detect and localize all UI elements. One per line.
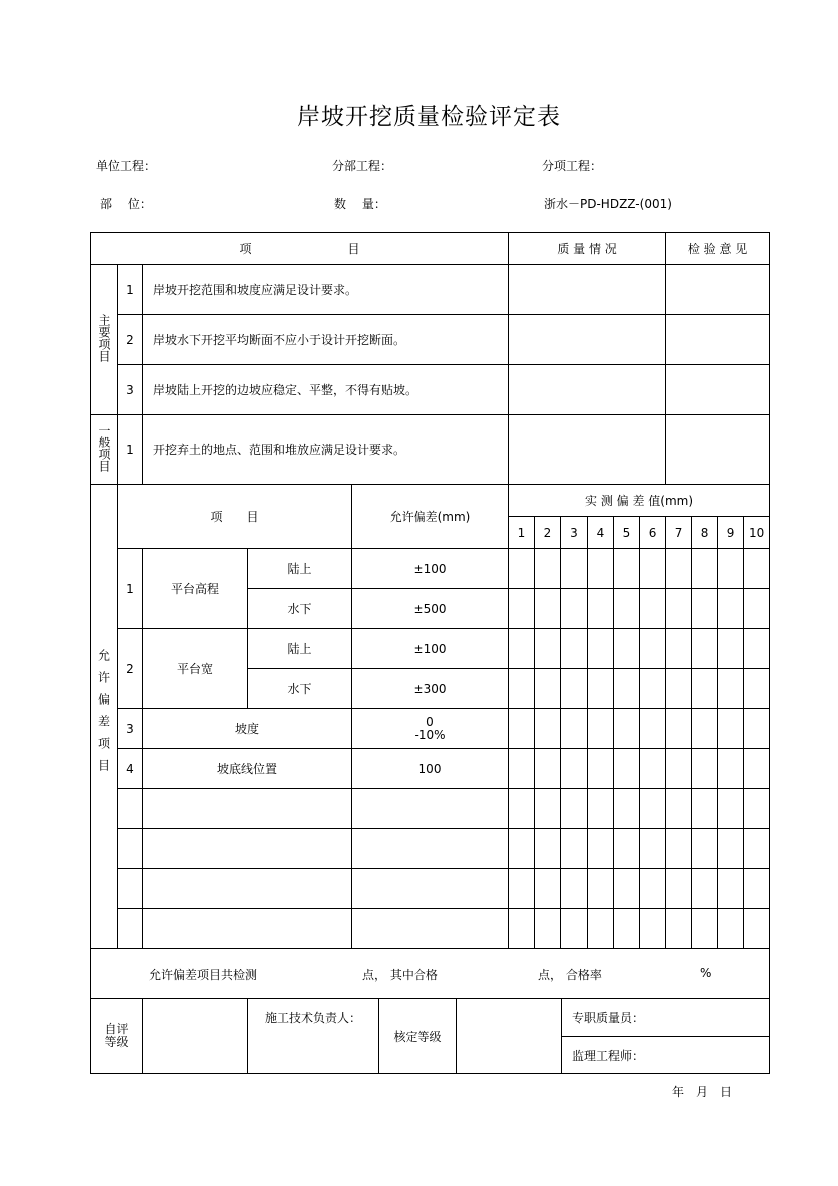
tolerance-value: ±300 [352,669,509,709]
tol-item-name: 平台宽 [143,629,248,709]
summary-row [91,949,770,999]
measure-col-header: 10 [744,517,770,549]
measured-value-cell[interactable] [640,829,666,869]
opinion-cell[interactable] [666,265,770,315]
measured-value-cell[interactable] [640,749,666,789]
summary-text: % [700,966,712,980]
rating-cell[interactable] [457,999,562,1074]
measured-value-cell[interactable] [640,629,666,669]
measured-value-cell[interactable] [535,629,561,669]
row-no: 4 [118,749,143,789]
opinion-cell[interactable] [666,415,770,485]
measured-value-cell[interactable] [744,829,770,869]
summary-text: 点， 合格率 [538,968,602,982]
measured-value-cell[interactable] [535,869,561,909]
general-item-text: 开挖弃土的地点、范围和堆放应满足设计要求。 [143,415,509,485]
measure-col-header: 2 [535,517,561,549]
tolerance-value[interactable] [352,829,509,869]
measured-value-cell[interactable] [535,709,561,749]
rating-label: 核定等级 [379,999,457,1074]
measured-value-cell[interactable] [588,549,614,589]
measured-value-cell[interactable] [692,909,718,949]
tol-header: 允许偏差(mm) [352,485,509,549]
measured-value-cell[interactable] [561,549,588,589]
row-no: 2 [118,315,143,365]
measured-value-cell[interactable] [640,709,666,749]
measured-value-cell[interactable] [666,869,692,909]
tech-lead-label: 施工技术负责人： [248,999,379,1074]
supervisor-label: 监理工程师： [562,1037,770,1074]
header-quality: 质 量 情 况 [509,233,666,265]
row-no: 2 [118,629,143,709]
measured-value-cell[interactable] [718,709,744,749]
measured-value-cell[interactable] [640,669,666,709]
measured-value-cell[interactable] [561,909,588,949]
unit-label: 单位工程： [96,159,157,173]
measured-value-cell[interactable] [509,909,535,949]
measured-value-cell[interactable] [666,749,692,789]
measured-value-cell[interactable] [718,789,744,829]
measured-value-cell[interactable] [561,869,588,909]
row-no: 1 [118,549,143,629]
measured-value-cell[interactable] [640,549,666,589]
measured-value-cell[interactable] [640,589,666,629]
tolerance-value: ±100 [352,549,509,589]
measured-value-cell[interactable] [561,749,588,789]
measured-value-cell[interactable] [718,909,744,949]
form-code: 浙水－PD-HDZZ-(001) [544,197,672,211]
measured-value-cell[interactable] [614,629,640,669]
measured-value-cell[interactable] [640,789,666,829]
measured-value-cell[interactable] [692,869,718,909]
measured-value-cell[interactable] [509,549,535,589]
quality-cell[interactable] [509,265,666,315]
measured-value-cell[interactable] [666,629,692,669]
measured-value-cell[interactable] [692,829,718,869]
quantity-label: 数 量： [334,197,386,211]
tolerance-value: ±500 [352,589,509,629]
main-items-label: 主要项目 [97,314,111,362]
measured-value-cell[interactable] [640,909,666,949]
condition: 水下 [248,669,352,709]
measured-value-cell[interactable] [614,669,640,709]
measured-value-cell[interactable] [718,669,744,709]
opinion-cell[interactable] [666,315,770,365]
inspection-table [90,232,770,949]
measured-value-cell[interactable] [744,669,770,709]
measured-value-cell[interactable] [561,789,588,829]
measured-value-cell[interactable] [744,869,770,909]
measured-value-cell[interactable] [692,549,718,589]
location-label: 部 位： [100,197,152,211]
measure-col-header: 4 [588,517,614,549]
measured-value-cell[interactable] [509,669,535,709]
row-no: 1 [118,265,143,315]
measure-col-header: 3 [561,517,588,549]
measured-value-cell[interactable] [744,789,770,829]
tolerance-value[interactable] [352,869,509,909]
measured-value-cell[interactable] [744,709,770,749]
measure-col-header: 1 [509,517,535,549]
measured-value-cell[interactable] [509,829,535,869]
measured-value-cell[interactable] [509,869,535,909]
tolerance-value [352,709,509,749]
measured-value-cell[interactable] [744,749,770,789]
measured-value-cell[interactable] [666,909,692,949]
subitem-label: 分项工程： [542,159,603,173]
measured-value-cell[interactable] [692,709,718,749]
measured-value-cell[interactable] [614,709,640,749]
quality-cell[interactable] [509,365,666,415]
summary-text: 点， 其中合格 [362,968,438,982]
measured-value-cell[interactable] [535,789,561,829]
qc-label: 专职质量员： [562,999,770,1037]
measured-value-cell[interactable] [509,749,535,789]
measured-value-cell[interactable] [744,549,770,589]
condition: 陆上 [248,629,352,669]
measured-value-cell[interactable] [535,589,561,629]
measured-value-cell[interactable] [692,749,718,789]
quality-cell[interactable] [509,415,666,485]
measured-value-cell[interactable] [535,829,561,869]
measure-col-header: 7 [666,517,692,549]
tolerance-value[interactable] [352,789,509,829]
row-no[interactable] [118,789,143,829]
measured-value-cell[interactable] [535,669,561,709]
measured-value-cell[interactable] [718,749,744,789]
measured-value-cell[interactable] [509,709,535,749]
measure-col-header: 5 [614,517,640,549]
measured-value-cell[interactable] [614,749,640,789]
tol-item-name[interactable] [143,909,352,949]
measured-value-cell[interactable] [561,589,588,629]
measured-value-cell[interactable] [692,669,718,709]
date-label: 年 月 日 [672,1085,733,1099]
measured-value-cell[interactable] [588,669,614,709]
measure-col-header: 9 [718,517,744,549]
page-title: 岸坡开挖质量检验评定表 [297,104,561,130]
measured-value-cell[interactable] [692,589,718,629]
measured-value-cell[interactable] [588,629,614,669]
measured-value-cell[interactable] [692,629,718,669]
measured-value-cell[interactable] [666,669,692,709]
measured-value-cell[interactable] [640,869,666,909]
quality-cell[interactable] [509,315,666,365]
tolerance-value: 100 [352,749,509,789]
measured-value-cell[interactable] [588,829,614,869]
tolerance-value[interactable] [352,909,509,949]
summary-table [90,948,770,1074]
tol-item-name: 坡底线位置 [143,749,352,789]
tol-lower: -10% [414,727,446,742]
measured-value-cell[interactable] [535,909,561,949]
row-no: 3 [118,709,143,749]
opinion-cell[interactable] [666,365,770,415]
tolerance-value: ±100 [352,629,509,669]
measured-value-cell[interactable] [718,589,744,629]
measured-value-cell[interactable] [666,709,692,749]
measured-header: 实 测 偏 差 值(mm) [509,485,770,517]
measured-value-cell[interactable] [588,789,614,829]
tol-item-header: 项 目 [118,485,352,549]
measured-value-cell[interactable] [666,589,692,629]
tol-item-name[interactable] [143,829,352,869]
measured-value-cell[interactable] [614,869,640,909]
measured-value-cell[interactable] [509,789,535,829]
measured-value-cell[interactable] [535,749,561,789]
measured-value-cell[interactable] [535,549,561,589]
measured-value-cell[interactable] [744,909,770,949]
measured-value-cell[interactable] [744,589,770,629]
measured-value-cell[interactable] [588,749,614,789]
main-item-text: 岸坡水下开挖平均断面不应小于设计开挖断面。 [143,315,509,365]
measured-value-cell[interactable] [509,589,535,629]
header-opinion: 检 验 意 见 [666,233,770,265]
measured-value-cell[interactable] [666,789,692,829]
measured-value-cell[interactable] [509,629,535,669]
measured-value-cell[interactable] [614,909,640,949]
main-item-text: 岸坡开挖范围和坡度应满足设计要求。 [143,265,509,315]
row-no[interactable] [118,829,143,869]
measured-value-cell[interactable] [588,589,614,629]
measured-value-cell[interactable] [561,629,588,669]
measured-value-cell[interactable] [588,909,614,949]
measure-col-header: 6 [640,517,666,549]
main-item-text: 岸坡陆上开挖的边坡应稳定、平整，不得有贴坡。 [143,365,509,415]
division-label: 分部工程： [332,159,393,173]
measured-value-cell[interactable] [614,789,640,829]
measured-value-cell[interactable] [666,829,692,869]
measured-value-cell[interactable] [718,869,744,909]
summary-text: 允许偏差项目共检测 [149,968,258,982]
tol-item-name[interactable] [143,869,352,909]
row-no: 3 [118,365,143,415]
measured-value-cell[interactable] [666,549,692,589]
condition: 水下 [248,589,352,629]
tol-item-name: 坡度 [143,709,352,749]
tol-upper: 0 [426,714,434,729]
measured-value-cell[interactable] [561,709,588,749]
measured-value-cell[interactable] [614,549,640,589]
row-no[interactable] [118,869,143,909]
tolerance-items-label: 允许偏差项目 [96,649,111,781]
measured-value-cell[interactable] [614,589,640,629]
measured-value-cell[interactable] [718,829,744,869]
measured-value-cell[interactable] [588,869,614,909]
measured-value-cell[interactable] [718,629,744,669]
condition: 陆上 [248,549,352,589]
row-no: 1 [118,415,143,485]
measure-col-header: 8 [692,517,718,549]
general-items-label: 一般项目 [97,424,111,472]
measured-value-cell[interactable] [744,629,770,669]
self-rating-cell[interactable] [143,999,248,1074]
measured-value-cell[interactable] [614,829,640,869]
measured-value-cell[interactable] [718,549,744,589]
header-item: 项 目 [91,233,509,265]
tol-item-name: 平台高程 [143,549,248,629]
measured-value-cell[interactable] [588,709,614,749]
measured-value-cell[interactable] [561,669,588,709]
self-rating-label: 自评等级 [104,1022,129,1049]
measured-value-cell[interactable] [692,789,718,829]
measured-value-cell[interactable] [561,829,588,869]
tol-item-name[interactable] [143,789,352,829]
row-no[interactable] [118,909,143,949]
